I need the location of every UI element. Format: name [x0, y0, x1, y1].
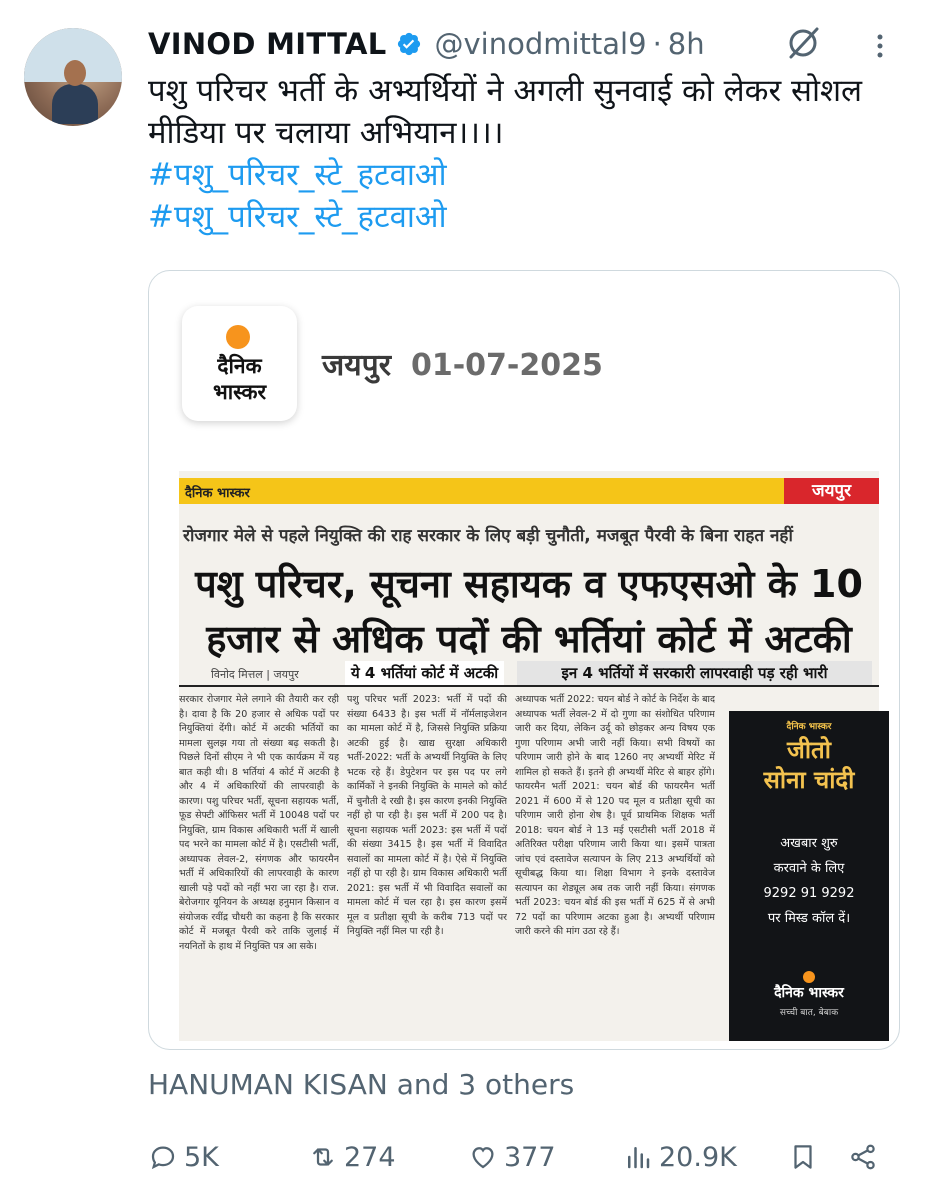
ad-title: [729, 735, 889, 795]
ad-title-line2: सोना चांदी: [763, 766, 855, 794]
column-heading: ये 4 भर्तियां कोर्ट में अटकी: [345, 661, 504, 685]
like-button[interactable]: [468, 1132, 556, 1182]
timestamp[interactable]: 8h: [667, 27, 705, 61]
column-heading: इन 4 भर्तियों में सरकारी लापरवाही पड़ रही भारी: [517, 661, 872, 685]
hashtag-link[interactable]: #पशु_परिचर_स्टे_हटवाओ: [148, 199, 447, 235]
divider: [179, 685, 879, 687]
city-date: [322, 343, 603, 384]
separator-dot: ·: [652, 27, 662, 61]
grok-icon[interactable]: [785, 25, 821, 61]
ad-tagline: सच्ची बात, बेबाक: [779, 1008, 839, 1018]
sun-icon: [803, 971, 815, 983]
share-button[interactable]: [848, 1132, 884, 1182]
tweet-image[interactable]: [148, 270, 900, 1050]
article-column: सरकार रोजगार मेले लगाने की तैयारी कर रही है। दावा है कि 20 हजार से अधिक पदों पर नियुक्तियां देंगी। कोर्ट में अटकी भर्तियों का मामला सुलझ गया तो संख्या बढ़ सकती है। पिछले दिनों सीएम ने भी एक कार्यक्रम में यह बात कही थी। 8 भर्तियां 4 कोर्ट में अटकी है और 4 में अधिकारियों की लापरवाही के कारण। पशु परिचर भर्ती, सूचना सहायक भर्ती, फूड सेफ्टी ऑफिसर भर्ती में 10048 पदों पर नियुक्ति, ग्राम विकास अधिकारी भर्ती में खाली पद भरने का मामला कोर्ट में है। एसटीसी भर्ती, अध्यापक लेवल-2, संगणक और फायरमैन भर्ती में अधिकारियों की लापरवाही के कारण खाली पड़े पदों को नहीं भरा जा रहा है। राज. बेरोजगार यूनियन के अध्यक्ष हनुमान किसान व संयोजक रवींद्र चौधरी का कहना है कि सरकार कोर्ट में मजबूत पैरवी करे ताकि जुलाई में नयनितों के हाथ में नियुक्ति पत्र आ सके।: [179, 694, 339, 952]
article-byline: विनोद मित्तल | जयपुर: [211, 668, 299, 681]
verified-icon: [396, 31, 422, 57]
action-bar: [148, 1132, 900, 1182]
logo-text-line2: भास्कर: [212, 380, 267, 404]
ad-title-line1: जीतो: [787, 736, 831, 764]
article-column: पशु परिचर भर्ती 2023: भर्ती में पदों की संख्या 6433 है। इस भर्ती में नॉर्मलाइजेशन का मामला कोर्ट में है, जिससे नियुक्ति प्रक्रिया अटकी हुई है। खाद्य सुरक्षा अधिकारी भर्ती-2022: भर्ती के अभ्यर्थी नियुक्ति के लिए भटक रहे हैं। डेपुटेशन पर इस पद पर लगे कार्मिकों ने इनकी नियुक्ति के मामले को कोर्ट में चुनौती दे रखी है। इस कारण इनकी नियुक्ति नहीं हो पा रही है। इस भर्ती में 200 पद है। सूचना सहायक भर्ती 2023: इस भर्ती में पदों की संख्या 3415 है। इस भर्ती में विवादित सवालों का मामला कोर्ट में है। ऐसे में नियुक्ति नहीं हो पा रही है। ग्राम विकास अधिकारी भर्ती 2021: इस भर्ती में भी विवादित सवालों का मामला कोर्ट में चल रहा है। इस कारण इसमें मूल व प्रतीक्षा सूची के करीब 713 पदों पर नियुक्ति नहीं मिल पा रही है।: [347, 694, 507, 937]
newspaper-clipping: [179, 471, 879, 1041]
like-icon: [468, 1142, 498, 1172]
avatar[interactable]: [24, 28, 122, 126]
reply-button[interactable]: [148, 1132, 219, 1182]
newspaper-strip: [179, 478, 879, 504]
tweet-body: पशु परिचर भर्ती के अभ्यर्थियों ने अगली सुनवाई को लेकर सोशल मीडिया पर चलाया अभियान।।।।: [148, 73, 863, 151]
more-icon[interactable]: [868, 32, 892, 60]
city-label: जयपुर: [322, 348, 391, 383]
reply-count: 5K: [184, 1141, 219, 1173]
avatar-face: [64, 60, 86, 86]
article-headline: पशु परिचर, सूचना सहायक व एफएसओ के 10 हजार से अधिक पदों की भर्तियां कोर्ट में अटकी: [195, 562, 863, 661]
article-kicker: रोजगार मेले से पहले नियुक्ति की राह सरकार के लिए बड़ी चुनौती, मजबूत पैरवी के बिना राहत नहीं: [183, 526, 793, 546]
strip-city: जयपुर: [784, 478, 879, 504]
ad-body: [729, 831, 889, 931]
views-button[interactable]: [623, 1132, 737, 1182]
bookmark-icon: [788, 1142, 818, 1172]
ad-line: पर मिस्ड कॉल दें।: [767, 911, 851, 926]
repost-button[interactable]: [308, 1132, 396, 1182]
sun-icon: [226, 325, 250, 349]
repost-count: 274: [344, 1141, 396, 1173]
bookmark-button[interactable]: [788, 1132, 824, 1182]
views-count: 20.9K: [659, 1141, 737, 1173]
ad-phone: 9292 91 9292: [763, 886, 855, 901]
ad-brand: दैनिक भास्कर: [786, 722, 832, 732]
reply-icon: [148, 1142, 178, 1172]
advertisement: [729, 711, 889, 1041]
like-count: 377: [504, 1141, 556, 1173]
social-context[interactable]: HANUMAN KISAN and 3 others: [148, 1068, 575, 1101]
logo-text-line1: दैनिक: [217, 354, 262, 378]
dainik-bhaskar-logo: [182, 306, 297, 421]
tweet-text: [148, 70, 888, 238]
views-icon: [623, 1142, 653, 1172]
article-column: अध्यापक भर्ती 2022: चयन बोर्ड ने कोर्ट के निर्देश के बाद अध्यापक भर्ती लेवल-2 में दो गुणा का संशोधित परिणाम जारी कर दिया, लेकिन उर्दू को छोड़कर अन्य विषय एक गुणा परिणाम अभी जारी नहीं किया। सभी विषयों का परिणाम जारी होने के बाद 1260 नए अभ्यर्थी मेरिट में शामिल हो सकते हैं। इतने ही अभ्यर्थी मेरिट से बाहर होंगे। फायरमैन भर्ती 2021: चयन बोर्ड की फायरमैन भर्ती 2021 में 600 में से 120 पद मूल व प्रतीक्षा सूची का परिणाम जारी होना शेष है। पूर्व प्राथमिक शिक्षक भर्ती 2018: चयन बोर्ड ने 13 मई एसटीसी भर्ती 2018 में अतिरिक्त परीक्षा परिणाम जारी किया था। इसमें पात्रता जांच एवं दस्तावेज सत्यापन के लिए 213 अभ्यर्थियों को सूचीबद्ध किया था। शिक्षा विभाग ने इनके दस्तावेज सत्यापन का शेड्यूल अब तक जारी नहीं किया। संगणक भर्ती 2023: चयन बोर्ड की इस भर्ती में 625 में से अभी 72 पदों का परिणाम अटका हुआ है। अभ्यर्थी परिणाम जारी करने की मांग उठा रहे हैं।: [515, 694, 715, 937]
date-label: 01-07-2025: [410, 348, 603, 383]
strip-brand: दैनिक भास्कर: [185, 486, 250, 501]
ad-line: अखबार शुरु: [780, 836, 838, 851]
share-icon: [848, 1142, 878, 1172]
ad-line: करवाने के लिए: [773, 861, 845, 876]
avatar-body: [52, 84, 98, 124]
hashtag-link[interactable]: #पशु_परिचर_स्टे_हटवाओ: [148, 157, 447, 193]
author-name[interactable]: VINOD MITTAL: [148, 27, 387, 61]
repost-icon: [308, 1142, 338, 1172]
author-handle[interactable]: @vinodmittal9: [434, 27, 647, 61]
ad-footer: दैनिक भास्कर: [774, 985, 844, 1001]
